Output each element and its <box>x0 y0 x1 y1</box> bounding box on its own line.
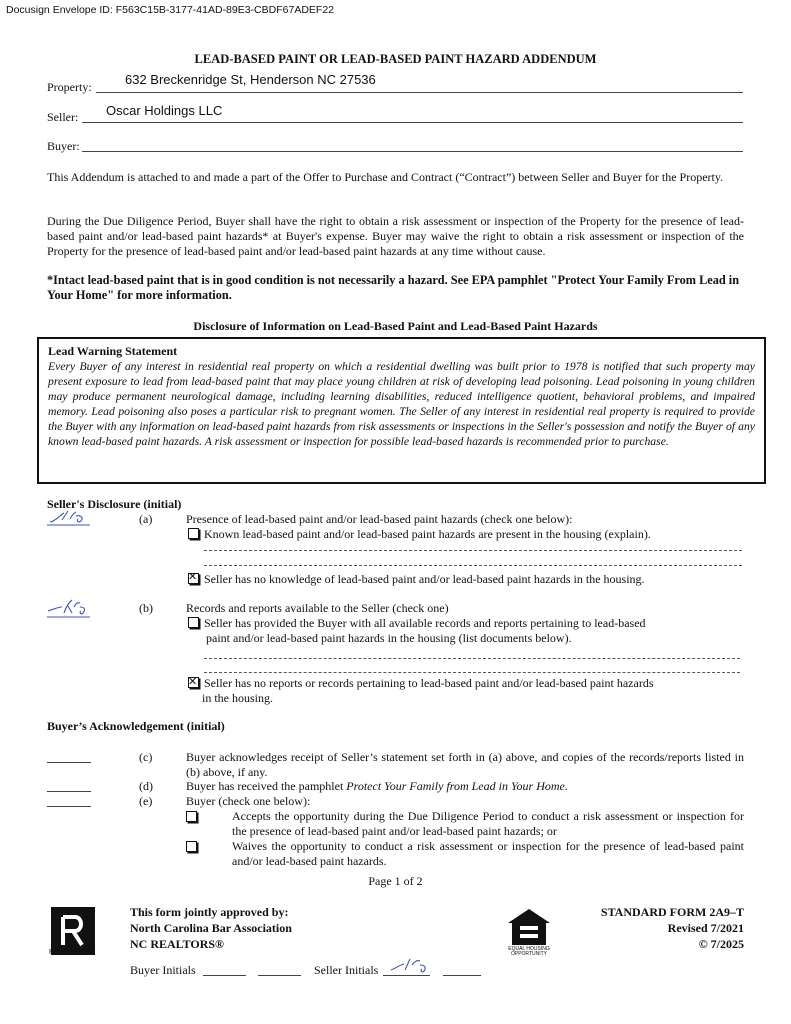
property-line <box>96 92 743 93</box>
approval-line-1: This form jointly approved by: <box>130 905 289 919</box>
seller-footer-initials <box>388 955 432 977</box>
page-number: Page 1 of 2 <box>368 874 423 888</box>
checkbox-no-knowledge[interactable] <box>188 573 199 584</box>
addendum-paragraph: This Addendum is attached to and made a part of the Offer to Purchase and Contract (“Contract”) between Seller and Buyer for the Property. <box>47 170 724 184</box>
buyer-field[interactable] <box>82 151 743 152</box>
item-e-option-accepts: Accepts the opportunity during the Due Diligence Period to conduct a risk assessment or inspection for the presence of lead-based paint and/or lead-based paint hazards; or <box>232 809 744 838</box>
property-label: Property: <box>47 80 92 94</box>
item-d-text-main: Buyer has received the pamphlet <box>186 779 347 793</box>
warning-heading: Lead Warning Statement <box>48 344 178 358</box>
item-b-option-provided[interactable] <box>188 616 646 646</box>
checkbox-known-hazards[interactable] <box>188 528 199 539</box>
item-b-letter: (b) <box>139 601 153 615</box>
checkbox-no-reports[interactable] <box>188 677 199 688</box>
explain-line-1[interactable] <box>204 550 742 551</box>
item-a-text: Presence of lead-based paint and/or lead-based paint hazards (check one below): <box>186 512 573 526</box>
item-e-option-waives: Waives the opportunity to conduct a risk assessment or inspection for the presence of lead-based paint and/or lead-based paint hazards. <box>232 839 744 868</box>
explain-line-2[interactable] <box>204 565 742 566</box>
buyer-initial-c[interactable] <box>47 762 91 763</box>
item-c-text: Buyer acknowledges receipt of Seller’s statement set forth in (a) above, and copies of the records/reports listed in (b) above, if any. <box>186 750 744 779</box>
equal-housing-text: EQUAL HOUSING OPPORTUNITY <box>508 946 550 957</box>
item-a-option-no-knowledge[interactable] <box>188 572 645 587</box>
handwritten-initials-icon <box>46 507 92 529</box>
seller-field[interactable]: Oscar Holdings LLC <box>106 103 223 118</box>
handwritten-initials-icon <box>388 955 432 977</box>
item-d-text <box>186 779 568 794</box>
checkbox-accepts[interactable] <box>186 810 202 825</box>
form-revised: Revised 7/2021 <box>667 921 744 935</box>
lead-warning-box <box>37 337 766 484</box>
approval-line-3: NC REALTORS® <box>130 937 224 951</box>
realtor-logo-text: REALTOR® <box>49 949 91 956</box>
approval-block <box>130 904 292 952</box>
checkbox-waives[interactable] <box>186 840 202 855</box>
item-a-option-no-knowledge-label: Seller has no knowledge of lead-based paint and/or lead-based paint hazards in the housing. <box>204 572 645 586</box>
documents-line-2[interactable] <box>204 672 740 673</box>
equal-housing-house-icon <box>506 907 552 947</box>
envelope-id: Docusign Envelope ID: F563C15B-3177-41AD-89E3-CBDF67ADEF22 <box>6 4 335 16</box>
warning-text: Every Buyer of any interest in residential real property on which a residential dwelling was built prior to 1978 is notified that such property may present exposure to lead from lead-based paint that may place young children at risk of developing lead poisoning. Lead poisoning in young children may produce permanent neurological damage, including learning disabilities, reduced intelligence quotient, behavioral problems, and impaired memory. Lead poisoning also poses a particular risk to pregnant women. The Seller of any interest in residential real property is required to provide the Buyer with any information on lead-based paint hazards from risk assessments or inspections in the Seller's possession and notify the Buyer of any known lead-based paint hazards. A risk assessment or inspection for possible lead-based hazards is recommended prior to purchase. <box>48 360 755 448</box>
seller-initials-label: Seller Initials <box>314 963 379 977</box>
form-copyright: © 7/2025 <box>698 937 744 951</box>
checkbox-accepts-box[interactable] <box>186 811 197 822</box>
page-title: LEAD-BASED PAINT OR LEAD-BASED PAINT HAZARD ADDENDUM <box>194 52 597 66</box>
item-e-text: Buyer (check one below): <box>186 794 311 808</box>
item-d-letter: (d) <box>139 779 153 793</box>
buyer-label: Buyer: <box>47 139 80 153</box>
item-b-option-no-reports[interactable] <box>188 676 654 706</box>
item-b-option-provided-label-2: paint and/or lead-based paint hazards in the housing (list documents below). <box>206 631 572 645</box>
form-number: STANDARD FORM 2A9–T <box>600 905 744 919</box>
buyer-initials-field-1[interactable] <box>203 975 246 976</box>
checkbox-records-provided[interactable] <box>188 617 199 628</box>
buyer-initial-e[interactable] <box>47 806 91 807</box>
approval-line-2: North Carolina Bar Association <box>130 921 292 935</box>
documents-line-1[interactable] <box>204 658 740 659</box>
checkbox-waives-box[interactable] <box>186 841 197 852</box>
item-a-option-known-label: Known lead-based paint and/or lead-based paint hazards are present in the housing (explain). <box>204 527 651 541</box>
hazard-note: *Intact lead-based paint that is in good condition is not necessarily a hazard. See EPA pamphlet "Protect Your Family From Lead in Your Home" for more information. <box>47 273 740 302</box>
item-b-text: Records and reports available to the Seller (check one) <box>186 601 449 615</box>
buyer-initials-label: Buyer Initials <box>130 963 196 977</box>
disclosure-heading: Disclosure of Information on Lead-Based Paint and Lead-Based Paint Hazards <box>193 319 598 333</box>
form-info <box>560 904 744 952</box>
seller-initial-a[interactable] <box>46 507 92 529</box>
item-a-letter: (a) <box>139 512 153 526</box>
buyer-ack-heading: Buyer’s Acknowledgement (initial) <box>47 719 225 733</box>
item-b-option-provided-label-1: Seller has provided the Buyer with all available records and reports pertaining to lead-based <box>204 616 646 630</box>
equal-housing-logo <box>506 907 552 957</box>
property-field[interactable]: 632 Breckenridge St, Henderson NC 27536 <box>125 72 376 87</box>
realtor-r-icon <box>51 907 95 955</box>
buyer-initial-d[interactable] <box>47 791 91 792</box>
handwritten-initials-icon <box>46 597 92 621</box>
seller-label: Seller: <box>47 110 79 124</box>
seller-initial-b[interactable] <box>46 597 92 621</box>
item-b-option-no-reports-label-2: in the housing. <box>202 691 273 705</box>
item-b-option-no-reports-label-1: Seller has no reports or records pertaining to lead-based paint and/or lead-based paint hazards <box>204 676 654 690</box>
seller-line <box>82 122 743 123</box>
realtor-logo <box>51 907 95 955</box>
seller-initials-field-2[interactable] <box>443 975 481 976</box>
seller-disclosure-heading: Seller's Disclosure (initial) <box>47 497 182 511</box>
pamphlet-title: Protect Your Family from Lead in Your Home. <box>346 779 568 793</box>
item-c-letter: (c) <box>139 750 153 764</box>
buyer-initials-field-2[interactable] <box>258 975 301 976</box>
item-a-option-known[interactable] <box>188 527 651 542</box>
due-diligence-paragraph: During the Due Diligence Period, Buyer shall have the right to obtain a risk assessment or inspection of the Property for the presence of lead-based paint and/or lead-based paint hazards* at Buyer's expense. Buyer may waive the right to obtain a risk assessment or inspection of the Property for the presence of lead-based paint and/or lead-based paint hazards at any time without cause. <box>47 214 744 258</box>
item-e-letter: (e) <box>139 794 153 808</box>
